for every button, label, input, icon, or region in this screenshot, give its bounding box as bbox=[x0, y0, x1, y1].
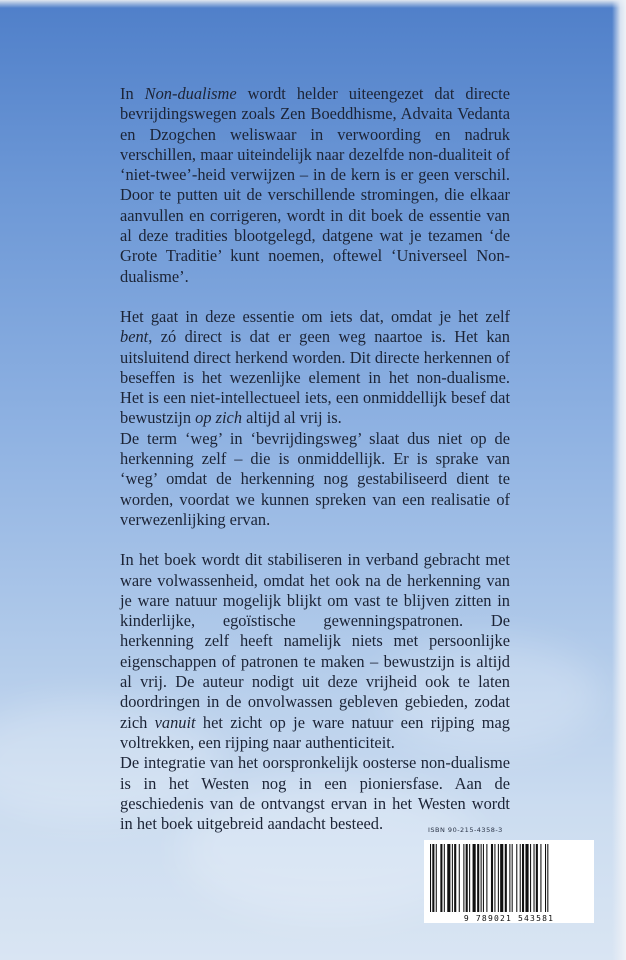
italic-text: vanuit bbox=[154, 712, 196, 732]
paragraph-5 bbox=[120, 753, 510, 834]
barcode-bar bbox=[491, 844, 493, 912]
barcode-bar bbox=[444, 844, 445, 912]
barcode-bar bbox=[483, 844, 484, 912]
barcode-area bbox=[424, 826, 602, 932]
paragraph-4 bbox=[120, 550, 510, 753]
barcode-bar bbox=[436, 844, 437, 912]
barcode-bar bbox=[469, 844, 470, 912]
barcode-bar bbox=[525, 844, 528, 912]
spine-edge bbox=[612, 0, 626, 960]
text-run: wordt helder uiteengezet dat directe bevrijdingswegen zoals Zen Boeddhisme, Advaita Vedanta en Dzogchen weliswaar in verwoording en nadruk verschillen, maar uiteindelijk naar dezelfde non-dualiteit of ‘niet-twee’-heid verwijzen – in de kern is er geen verschil. Door te putten uit de verschillende stromingen, die elkaar aanvullen en corrigeren, wordt in dit boek de essentie van al deze tradities blootgelegd, datgene wat je tezamen ‘de Grote Traditie’ kunt noemen, oftewel ‘Universeel Non-dualisme’. bbox=[120, 84, 510, 286]
text-run: altijd al vrij is. bbox=[242, 408, 342, 428]
barcode-bar bbox=[477, 844, 479, 912]
barcode-bar bbox=[430, 844, 431, 912]
blurb-text bbox=[120, 84, 510, 834]
paragraph-2 bbox=[120, 307, 510, 429]
barcode-bar bbox=[545, 844, 546, 912]
paragraph-1 bbox=[120, 84, 510, 287]
barcode-bar bbox=[481, 844, 482, 912]
text-run: De integratie van het oorspronkelijk oosterse non-dualisme is in het Westen nog in een pioniersfase. Aan de geschiedenis van de ontvangst ervan in het Westen wordt in het boek uitgebreid aandacht besteed. bbox=[120, 753, 510, 834]
italic-text: op zich bbox=[195, 408, 243, 428]
barcode-bar bbox=[505, 844, 507, 912]
text-run: Het gaat in deze essentie om iets dat, omdat je het zelf bbox=[120, 306, 510, 326]
barcode-bar bbox=[432, 844, 434, 912]
barcode-digits: 9 789021 543581 bbox=[424, 914, 594, 923]
barcode-bar bbox=[463, 844, 464, 912]
barcode-bar bbox=[473, 844, 476, 912]
barcode-bar bbox=[522, 844, 524, 912]
barcode bbox=[424, 840, 594, 918]
barcode-bar bbox=[534, 844, 535, 912]
barcode-bars bbox=[424, 840, 594, 916]
text-run: In bbox=[120, 84, 145, 103]
barcode-bar bbox=[452, 844, 453, 912]
barcode-bar bbox=[454, 844, 456, 912]
text-run: , zó direct is dat er geen weg naartoe is. Het kan uitsluitend direct herkend worden. Dit directe herkennen of beseffen is het wezenlijke element in het non-dualisme. Het is een niet-intellectueel iets, een onmiddellijk besef dat bewustzijn bbox=[120, 327, 510, 428]
barcode-bar bbox=[447, 844, 450, 912]
barcode-bar bbox=[540, 844, 541, 912]
text-run: De term ‘weg’ in ‘bevrijdingsweg’ slaat dus niet op de herkenning zelf – die is onmiddellijk. Er is sprake van ‘weg’ omdat de herkenning nog gestabiliseerd dient te worden, voordat we kunnen spreken van een realisatie of verwezenlijking ervan. bbox=[120, 428, 510, 529]
barcode-bar bbox=[512, 844, 513, 912]
barcode-bar bbox=[547, 844, 548, 912]
barcode-bar bbox=[486, 844, 487, 912]
italic-text: bent bbox=[120, 327, 149, 347]
barcode-bar bbox=[530, 844, 531, 912]
barcode-bar bbox=[498, 844, 499, 912]
barcode-bar bbox=[440, 844, 442, 912]
barcode-bar bbox=[494, 844, 495, 912]
barcode-bar bbox=[500, 844, 503, 912]
barcode-bar bbox=[466, 844, 468, 912]
italic-text: Non-dualisme bbox=[144, 84, 237, 103]
text-run: In het boek wordt dit stabiliseren in verband gebracht met ware volwassenheid, omdat het ook na de herkenning van je ware natuur mogelijk blijkt om vast te blijven zitten in kinderlijke, egoïstische gewenningspatronen. De herkenning zelf heeft namelijk niets met persoonlijke eigenschappen of patronen te maken – bewustzijn is altijd al vrij. De auteur nodigt uit deze vrijheid ook te laten doordringen in de onvolwassen gebleven gebieden, zodat zich bbox=[120, 550, 510, 732]
barcode-bar bbox=[516, 844, 517, 912]
barcode-bar bbox=[520, 844, 521, 912]
barcode-bar bbox=[459, 844, 460, 912]
barcode-bar bbox=[509, 844, 510, 912]
paragraph-3 bbox=[120, 429, 510, 530]
barcode-bar bbox=[536, 844, 538, 912]
top-edge bbox=[0, 0, 626, 8]
isbn-label: ISBN 90-215-4358-3 bbox=[428, 826, 503, 834]
text-run: het zicht op je ware natuur een rijping mag voltrekken, een rijping naar authenticiteit. bbox=[120, 712, 510, 752]
